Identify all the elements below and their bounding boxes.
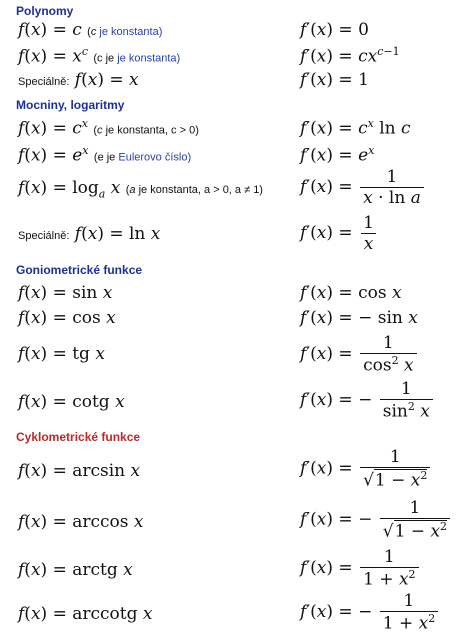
derivative-exp-c: $f'(x) = c^x$ ln c [300,117,411,139]
note-const[interactable]: je konstanta) [99,26,163,38]
derivative-sin: f′(x) = cos x [300,283,402,303]
formula-cotg: f(x) = cotg x [18,392,125,412]
formula-power: $f(x) = x^c$ (c je je konstanta) [18,45,181,67]
derivative-ln: f′(x) = $\frac{1}{x}$ [300,214,379,253]
derivative-exp-e: $f'(x) = e^x$ [300,144,375,166]
label-specialne: Speciálně: [18,76,70,88]
note-e-prefix: (e je [93,151,116,164]
derivative-arccos: f′(x) = − $\frac{1}{√1 - x^2}$ [300,499,452,541]
formula-identity: Speciálně: f(x) = x [18,70,139,90]
formula-arcsin: f(x) = arcsin x [18,461,141,481]
formula-ln: Speciálně: f(x) = ln x [18,224,161,244]
derivative-identity: f′(x) = 1 [300,70,369,90]
section-title-polynomy: Polynomy [16,4,74,18]
note-c-cond: je konstanta, c > 0) [105,124,199,137]
derivative-arccotg: f′(x) = − $\frac{1}{1 + x^2}$ [300,592,440,633]
formula-arccos: f(x) = arccos x [18,512,144,532]
formula-arccotg: f(x) = arccotg x [18,604,153,624]
euler-link[interactable]: Eulerovo číslo) [118,151,192,164]
note-a-cond: je konstanta, a > 0, a ≠ 1) [138,184,263,196]
formula-arctg: f(x) = arctg x [18,560,133,580]
derivative-constant: f′(x) = 0 [300,20,369,40]
section-title-mocniny: Mocniny, logaritmy [16,98,125,112]
formula-exp-e: $f(x) = e^x$ (e je Eulerovo číslo) [18,144,192,166]
formula-exp-c: $f(x) = c^x$ (c je konstanta, c > 0) [18,117,199,139]
section-title-gonio: Goniometrické funkce [16,263,143,277]
derivative-power: $f'(x) = cx^{c-1}$ [300,45,400,67]
section-title-cyklo: Cyklometrické funkce [16,430,141,444]
derivative-cos: f′(x) = − sin x [300,308,418,328]
formula-cos: f(x) = cos x [18,308,116,328]
derivative-arcsin: f′(x) = $\frac{1}{√1 - x^2}$ [300,448,432,490]
formula-sin: f(x) = sin x [18,283,113,303]
formula-tg: f(x) = tg x [18,344,105,364]
derivative-log: f′(x) = $\frac{1}{\text{x · ln a}}$ [300,168,426,207]
note-const-link[interactable]: je konstanta) [117,52,181,65]
formula-log: $f(x) = \log_a x$ (a je konstanta, a > 0, a ≠ 1) [18,178,263,201]
note-var: c [90,26,97,38]
label-specialne-2: Speciálně: [18,230,70,242]
derivative-arctg: f′(x) = $\frac{1}{1 + x^2}$ [300,548,421,589]
derivative-tg: f′(x) = $\frac{1}{\cos^2 x}$ [300,334,419,375]
derivative-cotg: f′(x) = − $\frac{1}{\sin^2 x}$ [300,380,435,421]
formula-constant: f(x) = c (c je konstanta) [18,20,163,40]
